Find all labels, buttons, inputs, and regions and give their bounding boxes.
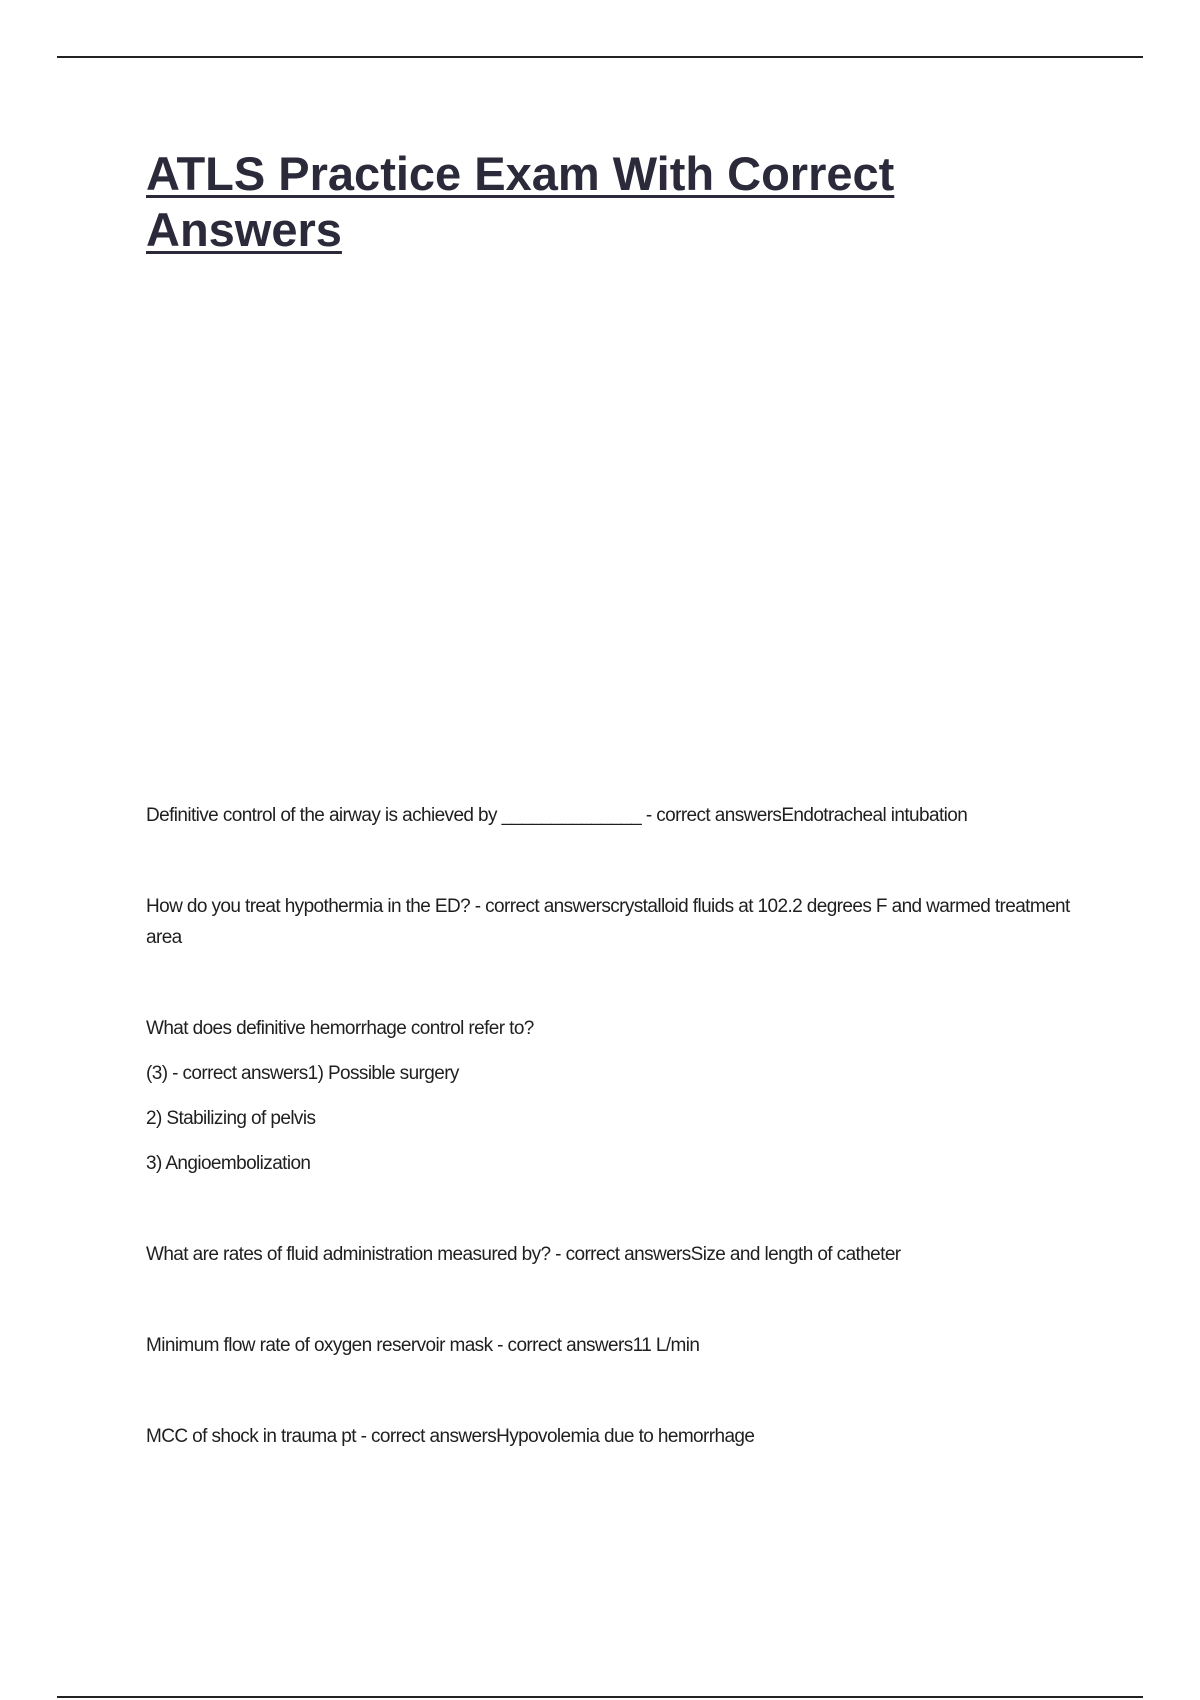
qa-item [146,891,1076,953]
qa-answer-line: (3) - correct answers1) Possible surgery [146,1063,459,1084]
qa-item [146,1013,1076,1179]
qa-text: What are rates of fluid administration measured by? - correct answersSize and length of catheter [146,1244,901,1265]
qa-list [146,800,1076,1512]
qa-answer-line: 3) Angioembolization [146,1153,311,1174]
qa-text: How do you treat hypothermia in the ED? - correct answerscrystalloid fluids at 102.2 degrees F and warmed treatment area [146,896,1070,948]
top-divider [57,56,1143,58]
qa-question: What does definitive hemorrhage control refer to? [146,1018,534,1039]
qa-text: Minimum flow rate of oxygen reservoir mask - correct answers11 L/min [146,1335,700,1356]
qa-item [146,800,1076,831]
qa-item [146,1239,1076,1270]
qa-text: MCC of shock in trauma pt - correct answersHypovolemia due to hemorrhage [146,1426,755,1447]
document-title: ATLS Practice Exam With Correct Answers [146,147,895,256]
bottom-divider [57,1696,1143,1698]
qa-item [146,1421,1076,1452]
qa-answer-line: 2) Stabilizing of pelvis [146,1108,316,1129]
qa-item [146,1330,1076,1361]
qa-text: Definitive control of the airway is achieved by ______________ - correct answersEndotracheal intubation [146,805,968,826]
